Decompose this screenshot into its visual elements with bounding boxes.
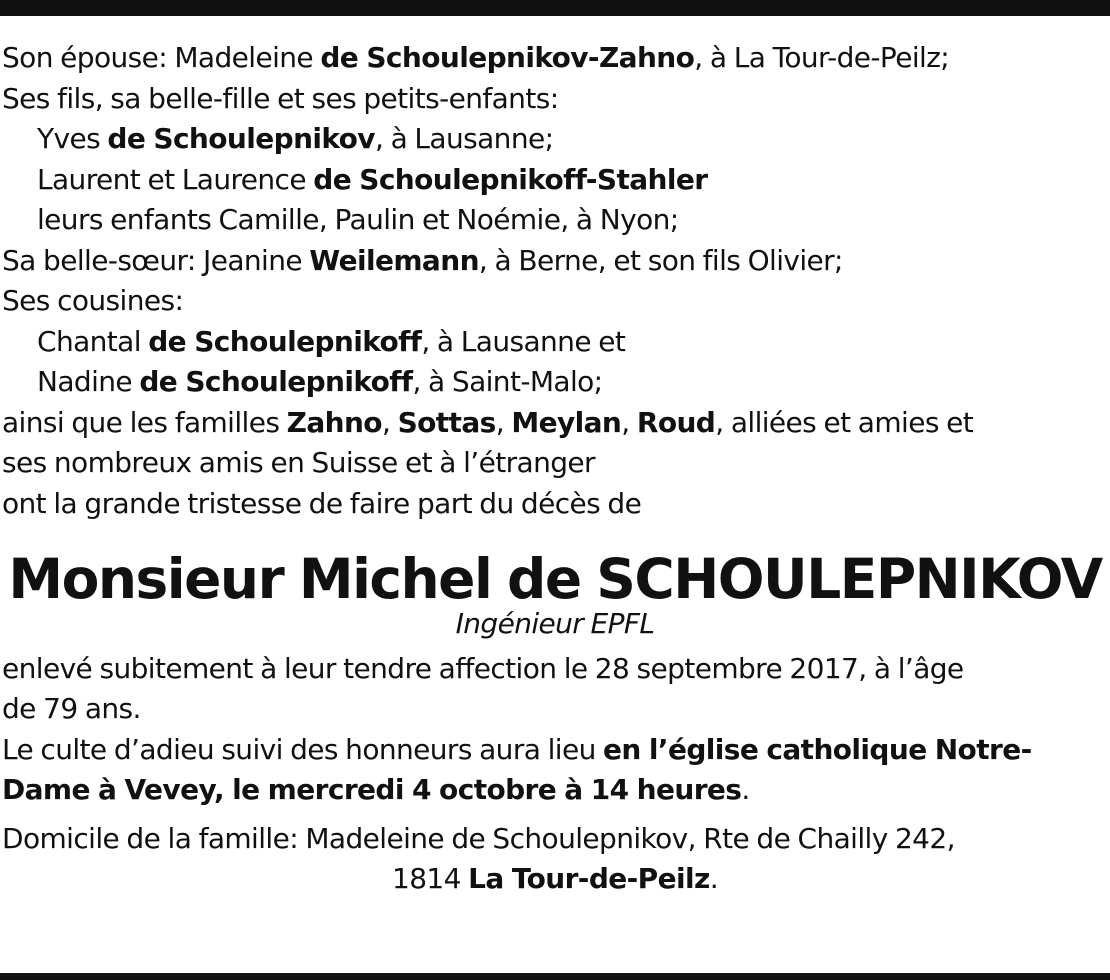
bottom-rule: [0, 973, 1110, 980]
ceremony-line-2: Dame à Vevey, le mercredi 4 octobre à 14 heures.: [2, 773, 750, 806]
ceremony-date: Dame à Vevey, le mercredi 4 octobre à 14 heures: [2, 773, 742, 806]
spouse-surname: de Schoulepnikov-Zahno: [320, 41, 695, 74]
cousin2-surname: de Schoulepnikoff: [139, 365, 413, 398]
sons-heading: Ses fils, sa belle-fille et ses petits-enfants:: [2, 81, 559, 115]
ceremony-place: en l’église catholique Notre-: [603, 732, 1032, 766]
obituary-notice: [2, 38, 1108, 900]
ceremony-line-1: Le culte d’adieu suivi des honneurs aura lieu en l’église catholique Notre-: [2, 732, 1032, 766]
sister-in-law-line: Sa belle-sœur: Jeanine Weilemann, à Berne, et son fils Olivier;: [2, 243, 843, 277]
sister-in-law-surname: Weilemann: [309, 243, 479, 277]
son1-surname: de Schoulepnikov: [107, 122, 375, 155]
spouse-line: Son épouse: Madeleine de Schoulepnikov-Zahno, à La Tour-de-Peilz;: [2, 41, 950, 74]
family-name: Zahno: [286, 405, 382, 439]
son2-children-line: leurs enfants Camille, Paulin et Noémie, à Nyon;: [37, 203, 679, 236]
top-rule: [0, 0, 1110, 16]
death-line-1: enlevé subitement à leur tendre affection le 28 septembre 2017, à l’âge: [2, 651, 964, 685]
friends-line: ses nombreux amis en Suisse et à l’étranger: [2, 446, 595, 479]
cousin2-line: Nadine de Schoulepnikoff, à Saint-Malo;: [37, 365, 603, 398]
son2-line: Laurent et Laurence de Schoulepnikoff-Stahler: [37, 162, 708, 196]
son1-line: Yves de Schoulepnikov, à Lausanne;: [37, 122, 554, 155]
cousin1-line: Chantal de Schoulepnikoff, à Lausanne et: [37, 324, 626, 358]
families-line: ainsi que les familles Zahno, Sottas, Meylan, Roud, alliées et amies et: [2, 405, 974, 439]
cousin1-surname: de Schoulepnikoff: [148, 324, 422, 358]
deceased-name: Monsieur Michel de SCHOULEPNIKOV: [8, 547, 1102, 611]
cousins-heading: Ses cousines:: [2, 284, 184, 317]
family-name: Meylan: [511, 405, 622, 439]
announcement-line: ont la grande tristesse de faire part du décès de: [2, 486, 642, 520]
domicile-line-1: Domicile de la famille: Madeleine de Schoulepnikov, Rte de Chailly 242,: [2, 821, 955, 855]
family-name: Sottas: [397, 405, 496, 439]
family-name: Roud: [636, 405, 716, 439]
son2-surname: de Schoulepnikoff-Stahler: [313, 162, 708, 196]
domicile-town: La Tour-de-Peilz: [468, 862, 710, 895]
deceased-title: Ingénieur EPFL: [455, 607, 655, 640]
domicile-line-2: 1814 La Tour-de-Peilz.: [391, 862, 718, 895]
death-line-2: de 79 ans.: [2, 692, 141, 725]
